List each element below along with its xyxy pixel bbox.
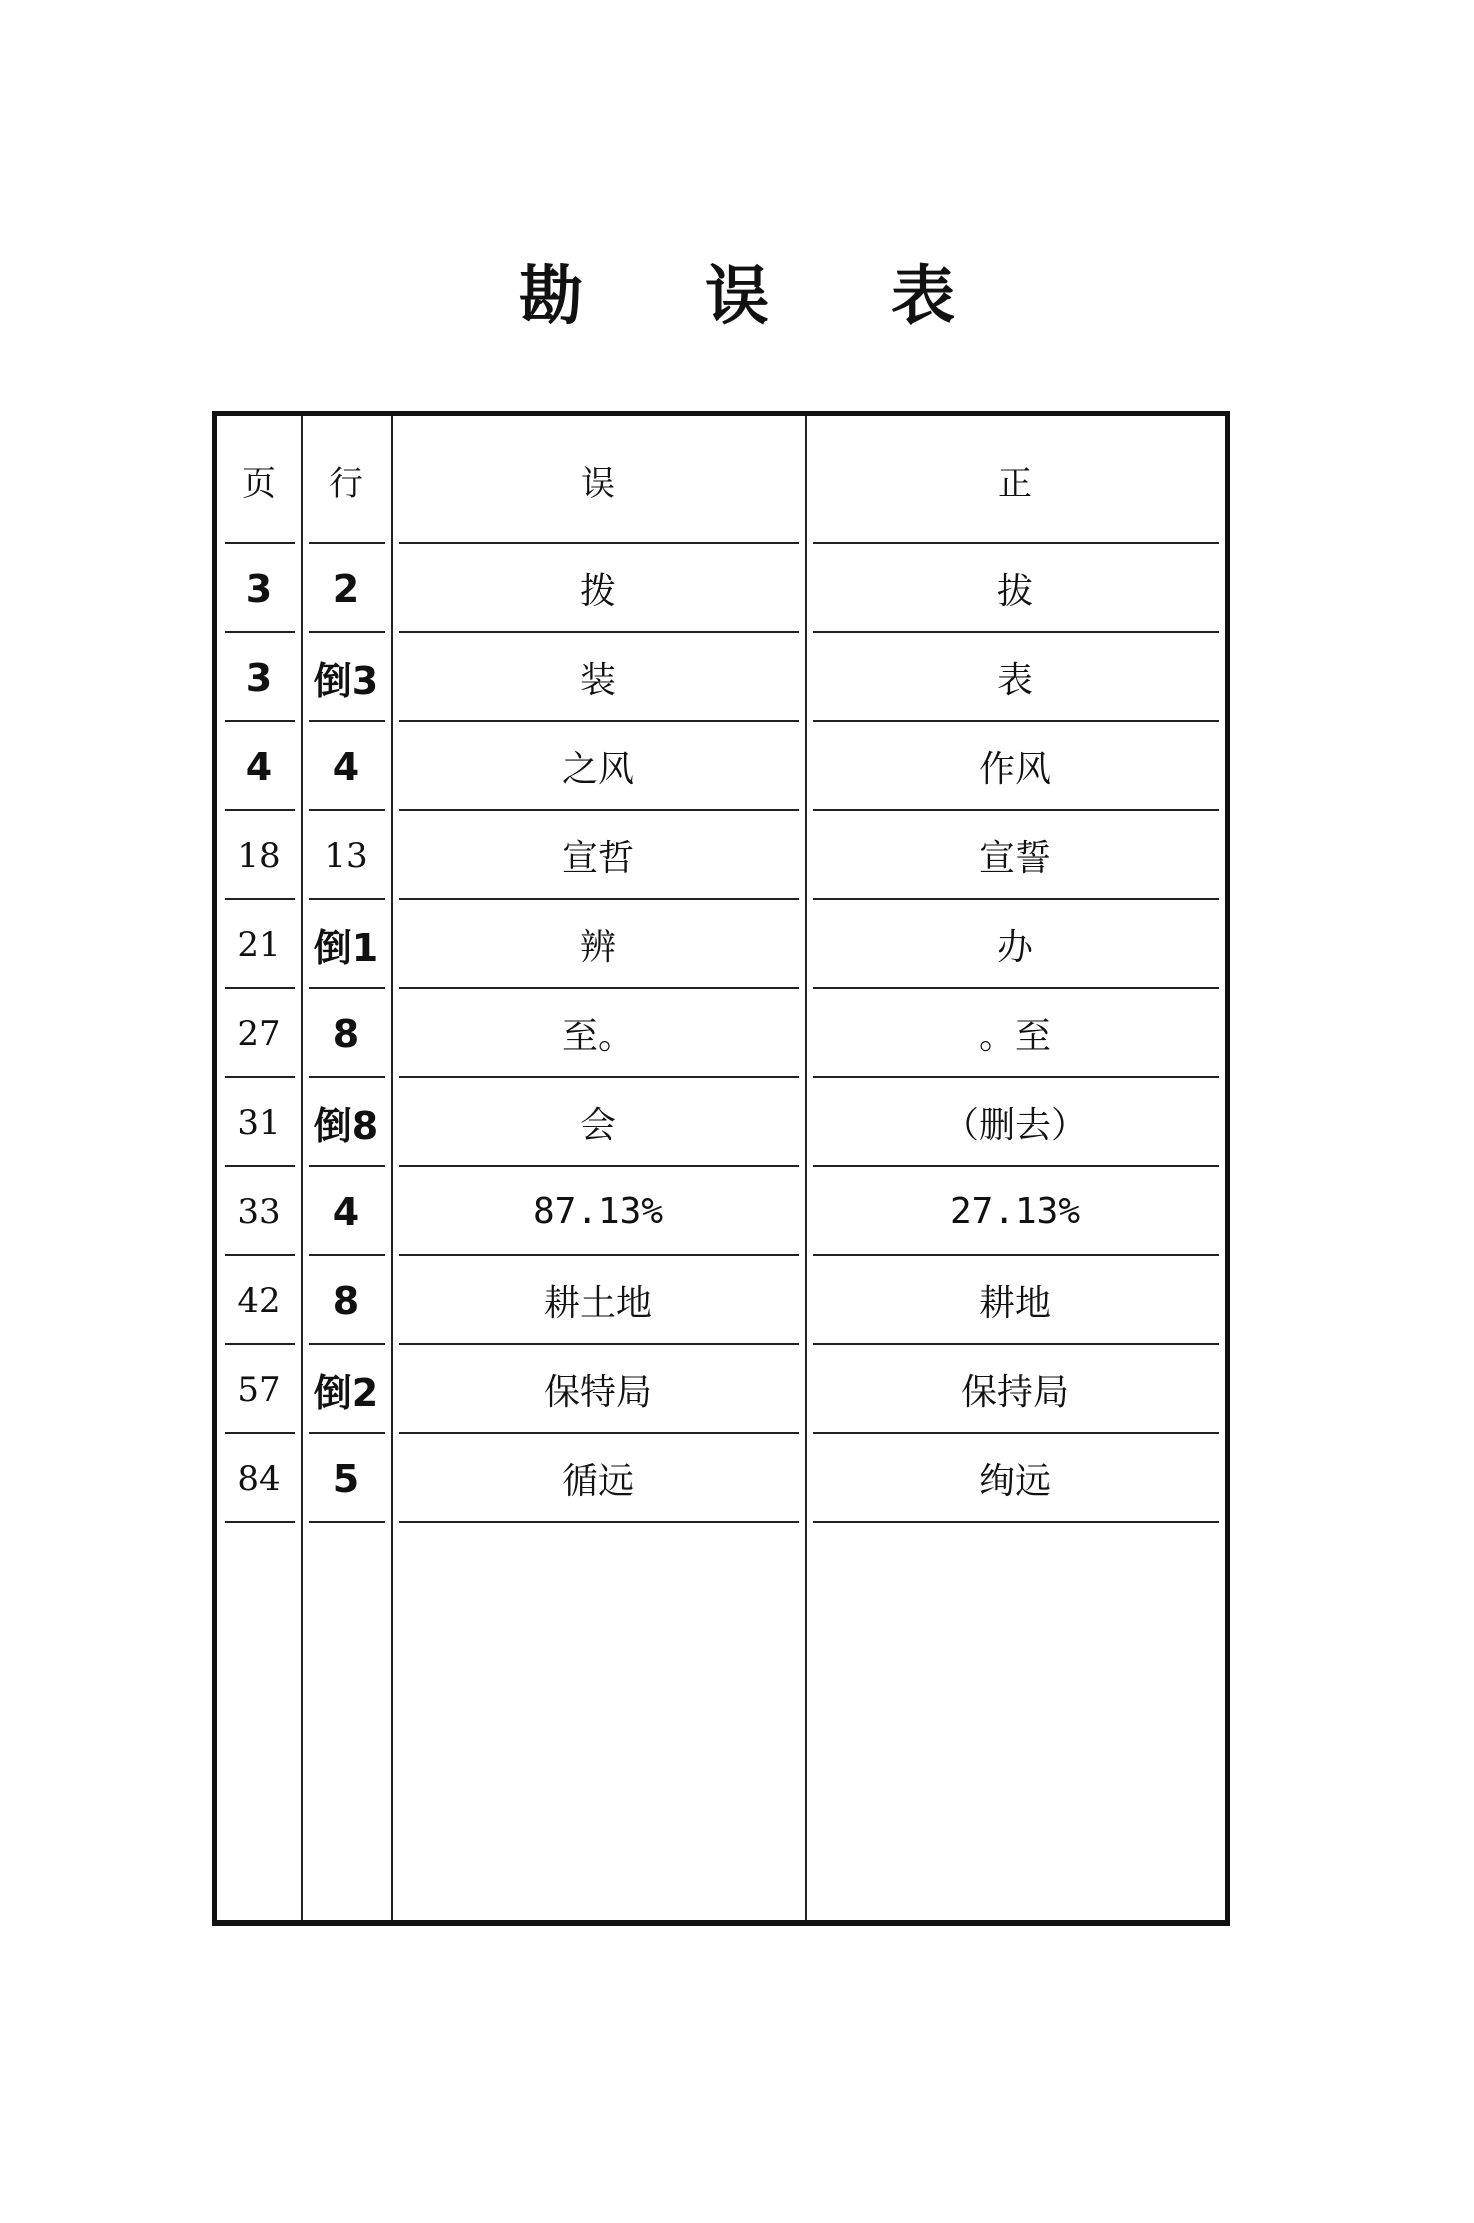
table-row <box>217 900 1225 989</box>
row-page: 57 <box>217 1345 301 1434</box>
row-right: 。至 <box>805 989 1225 1078</box>
row-page: 18 <box>217 811 301 900</box>
row-page: 3 <box>217 633 301 722</box>
row-line: 5 <box>301 1434 391 1523</box>
table-row <box>217 1256 1225 1345</box>
table-row <box>217 722 1225 811</box>
table-header-row <box>217 416 1225 544</box>
table-row <box>217 989 1225 1078</box>
table-row <box>217 1434 1225 1523</box>
table-row <box>217 1167 1225 1256</box>
row-right: 作风 <box>805 722 1225 811</box>
row-page: 33 <box>217 1167 301 1256</box>
row-wrong: 会 <box>391 1078 805 1167</box>
row-wrong: 辨 <box>391 900 805 989</box>
row-wrong: 宣哲 <box>391 811 805 900</box>
row-line: 4 <box>301 722 391 811</box>
row-right: 表 <box>805 633 1225 722</box>
row-wrong: 循远 <box>391 1434 805 1523</box>
row-page: 42 <box>217 1256 301 1345</box>
row-right: 宣誓 <box>805 811 1225 900</box>
row-line: 倒8 <box>301 1078 391 1167</box>
row-right: （删去） <box>805 1078 1225 1167</box>
row-page: 21 <box>217 900 301 989</box>
page-title: 勘误表 <box>519 260 1077 334</box>
header-wrong: 误 <box>391 416 805 544</box>
row-wrong: 保特局 <box>391 1345 805 1434</box>
header-page: 页 <box>217 416 301 544</box>
row-right: 拔 <box>805 544 1225 633</box>
row-page: 3 <box>217 544 301 633</box>
errata-table <box>212 411 1230 1926</box>
row-line: 倒3 <box>301 633 391 722</box>
row-line: 8 <box>301 989 391 1078</box>
row-wrong: 装 <box>391 633 805 722</box>
row-line: 倒1 <box>301 900 391 989</box>
row-right: 耕地 <box>805 1256 1225 1345</box>
row-page: 27 <box>217 989 301 1078</box>
table-row <box>217 1345 1225 1434</box>
row-line: 13 <box>301 811 391 900</box>
row-wrong: 至。 <box>391 989 805 1078</box>
header-line: 行 <box>301 416 391 544</box>
row-page: 4 <box>217 722 301 811</box>
row-line: 8 <box>301 1256 391 1345</box>
row-wrong: 之风 <box>391 722 805 811</box>
row-wrong: 耕土地 <box>391 1256 805 1345</box>
row-line: 2 <box>301 544 391 633</box>
table-row <box>217 1078 1225 1167</box>
row-right: 绚远 <box>805 1434 1225 1523</box>
row-line: 倒2 <box>301 1345 391 1434</box>
row-right: 办 <box>805 900 1225 989</box>
row-wrong: 87.13% <box>391 1167 805 1256</box>
row-wrong: 拨 <box>391 544 805 633</box>
row-right: 27.13% <box>805 1167 1225 1256</box>
row-line: 4 <box>301 1167 391 1256</box>
table-row <box>217 633 1225 722</box>
table-row <box>217 811 1225 900</box>
row-page: 84 <box>217 1434 301 1523</box>
row-page: 31 <box>217 1078 301 1167</box>
row-right: 保持局 <box>805 1345 1225 1434</box>
header-right: 正 <box>805 416 1225 544</box>
table-row <box>217 544 1225 633</box>
